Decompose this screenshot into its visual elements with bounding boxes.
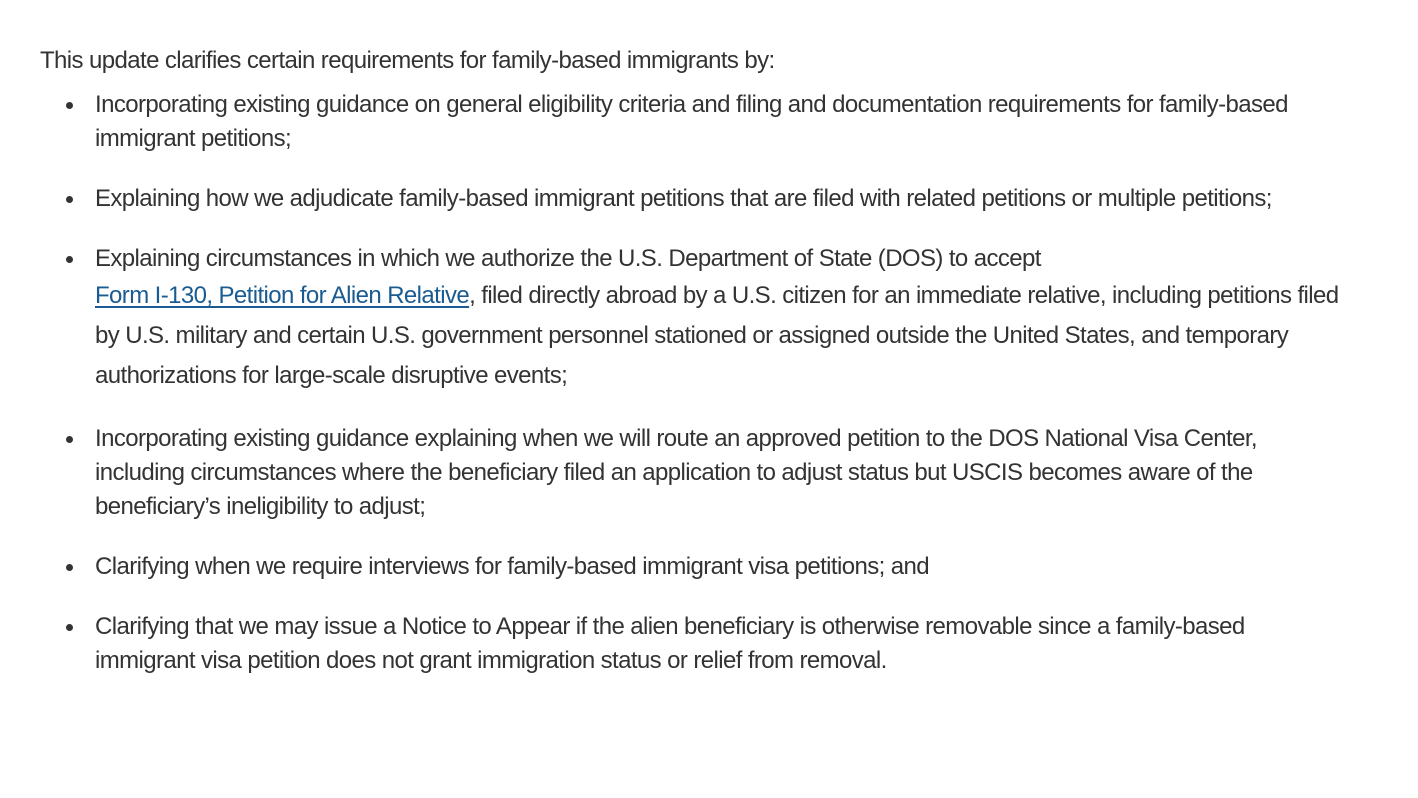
bullet-icon bbox=[66, 564, 73, 571]
list-item bbox=[40, 422, 1340, 524]
list-item-text: Clarifying that we may issue a Notice to Appear if the alien beneficiary is otherwise removable since a family-based immigrant visa petition does not grant immigration status or relief from removal. bbox=[95, 613, 1245, 674]
list-item bbox=[40, 88, 1340, 156]
update-summary bbox=[40, 44, 1340, 704]
link-line bbox=[95, 282, 1339, 389]
list-item-text: Clarifying when we require interviews for family-based immigrant visa petitions; and bbox=[95, 553, 929, 580]
list-item bbox=[40, 242, 1340, 396]
intro-text: This update clarifies certain requirements for family-based immigrants by: bbox=[40, 47, 775, 74]
list-item bbox=[40, 182, 1340, 216]
list-item bbox=[40, 610, 1340, 678]
list-item bbox=[40, 550, 1340, 584]
bullet-icon bbox=[66, 196, 73, 203]
list-item-text: Explaining how we adjudicate family-based immigrant petitions that are filed with related petitions or multiple petitions; bbox=[95, 185, 1272, 212]
list-item-text: Explaining circumstances in which we authorize the U.S. Department of State (DOS) to accept bbox=[95, 245, 1041, 272]
bullet-icon bbox=[66, 102, 73, 109]
requirements-list bbox=[40, 88, 1340, 678]
bullet-icon bbox=[66, 624, 73, 631]
list-item-text: Incorporating existing guidance on general eligibility criteria and filing and documentation requirements for family-based immigrant petitions; bbox=[95, 91, 1288, 152]
bullet-icon bbox=[66, 256, 73, 263]
bullet-icon bbox=[66, 436, 73, 443]
list-item-text: , filed directly abroad by a U.S. citizen for an immediate relative, including petitions filed by U.S. military and certain U.S. government personnel stationed or assigned outside the United States, and temporary authorizations for large-scale disruptive events; bbox=[95, 282, 1339, 389]
list-item-text: Incorporating existing guidance explaining when we will route an approved petition to the DOS National Visa Center, including circumstances where the beneficiary filed an application to adjust status but USCIS becomes aware of the beneficiary’s ineligibility to adjust; bbox=[95, 425, 1257, 520]
form-i130-link[interactable]: Form I-130, Petition for Alien Relative bbox=[95, 282, 470, 309]
